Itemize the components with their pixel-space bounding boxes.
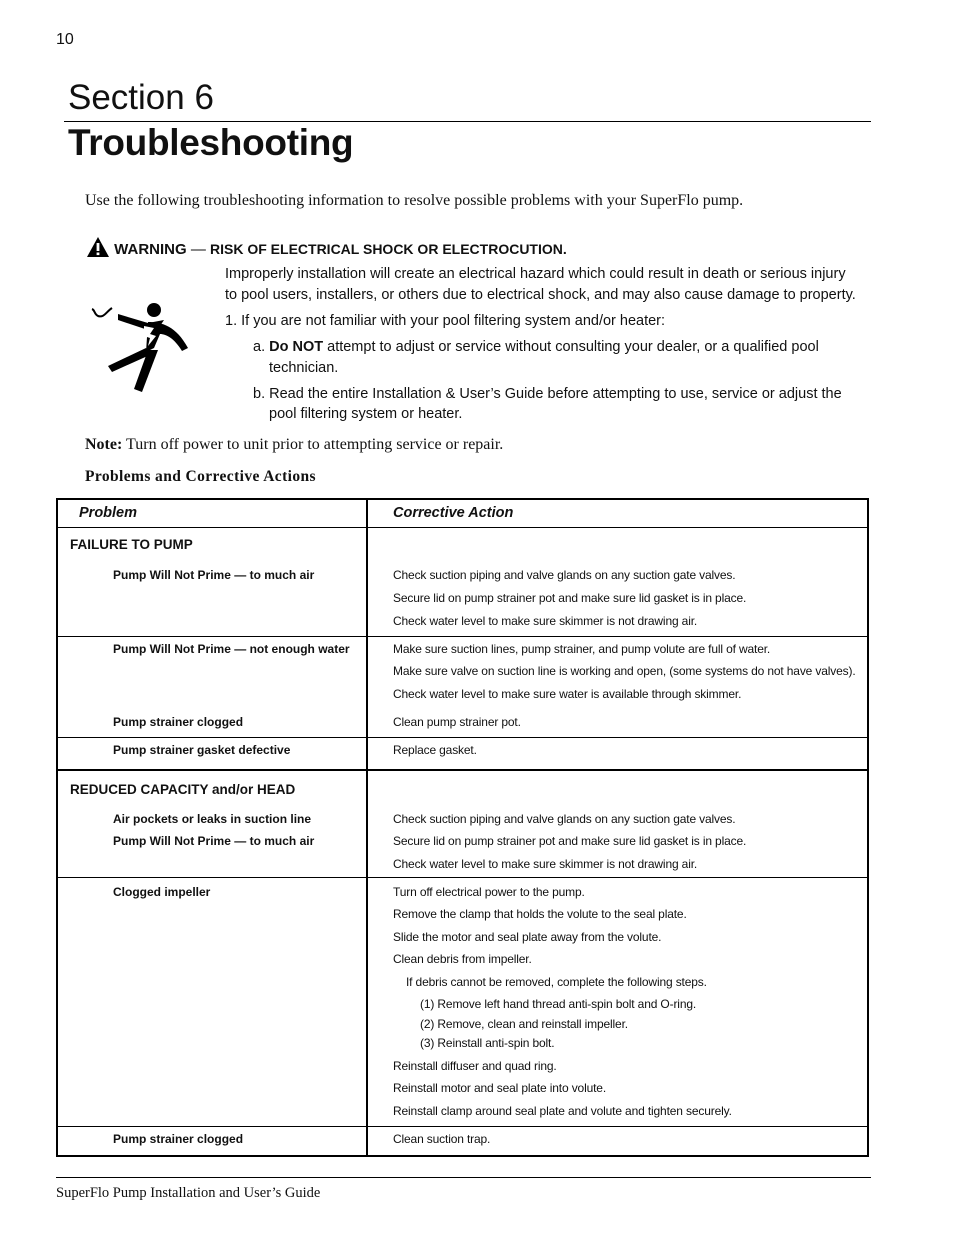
action-cell: Slide the motor and seal plate away from the volute.	[393, 930, 662, 944]
problem-cell: Pump strainer clogged	[113, 715, 244, 729]
action-cell: Check water level to make sure skimmer is not drawing air.	[393, 614, 698, 628]
warning-risk: RISK OF ELECTRICAL SHOCK OR ELECTROCUTION.	[210, 241, 567, 257]
page-title: Troubleshooting	[68, 122, 354, 163]
table-column-divider	[366, 498, 368, 1157]
header-divider	[56, 527, 869, 528]
row-divider	[56, 1126, 869, 1127]
warning-item-a-line-2: technician.	[269, 360, 339, 376]
action-cell: Check water level to make sure skimmer is not drawing air.	[393, 857, 698, 871]
row-divider	[56, 636, 869, 637]
page-number: 10	[56, 31, 74, 48]
action-step: (1) Remove left hand thread anti-spin bolt and O-ring.	[420, 997, 697, 1011]
action-cell: Check water level to make sure water is available through skimmer.	[393, 687, 742, 701]
action-step: (2) Remove, clean and reinstall impeller.	[420, 1017, 628, 1031]
problems-title: Problems and Corrective Actions	[85, 468, 316, 485]
warning-label: WARNING	[114, 241, 187, 258]
action-cell: Clean suction trap.	[393, 1132, 491, 1146]
warning-line-2: to pool users, installers, or others due to electrical shock, and may also cause damage to property.	[225, 287, 856, 303]
warning-line-1: Improperly installation will create an electrical hazard which could result in death or serious injury	[225, 266, 846, 282]
action-cell: Check suction piping and valve glands on any suction gate valves.	[393, 568, 736, 582]
header-problem: Problem	[79, 505, 138, 521]
action-cell: Make sure valve on suction line is working and open, (some systems do not have valves).	[393, 664, 856, 678]
electric-shock-icon	[88, 296, 198, 392]
problem-cell: Pump strainer gasket defective	[113, 743, 291, 757]
action-cell: Clean debris from impeller.	[393, 952, 532, 966]
problem-cell: Pump Will Not Prime — to much air	[113, 834, 315, 848]
intro-text: Use the following troubleshooting information to resolve possible problems with your SuperFlo pump.	[85, 192, 744, 209]
action-step: (3) Reinstall anti-spin bolt.	[420, 1036, 555, 1050]
note	[85, 436, 503, 454]
action-cell: Replace gasket.	[393, 743, 477, 757]
action-cell: Secure lid on pump strainer pot and make sure lid gasket is in place.	[393, 834, 747, 848]
group-reduced-capacity: REDUCED CAPACITY and/or HEAD	[70, 782, 296, 797]
header-action: Corrective Action	[393, 505, 514, 521]
warning-heading	[86, 236, 567, 258]
action-cell: Remove the clamp that holds the volute to the seal plate.	[393, 907, 687, 921]
footer-rule	[56, 1177, 871, 1178]
item-a-prefix: a.	[253, 339, 266, 355]
item-a-text: attempt to adjust or service without consulting your dealer, or a qualified pool	[327, 339, 819, 355]
footer-text: SuperFlo Pump Installation and User’s Guide	[56, 1185, 321, 1201]
action-cell: Clean pump strainer pot.	[393, 715, 521, 729]
action-cell: Turn off electrical power to the pump.	[393, 885, 585, 899]
action-cell: Reinstall clamp around seal plate and volute and tighten securely.	[393, 1104, 732, 1118]
note-text: Turn off power to unit prior to attempting service or repair.	[126, 436, 504, 453]
action-cell: Reinstall motor and seal plate into volute.	[393, 1081, 607, 1095]
problem-cell: Pump strainer clogged	[113, 1132, 244, 1146]
problem-cell: Air pockets or leaks in suction line	[113, 812, 312, 826]
item-a-bold: Do NOT	[269, 339, 324, 355]
warning-item-a	[253, 337, 819, 358]
warning-item-b: b. Read the entire Installation & User’s Guide before attempting to use, service or adjust the	[253, 386, 842, 402]
problem-cell: Pump Will Not Prime — to much air	[113, 568, 315, 582]
action-cell: If debris cannot be removed, complete the following steps.	[406, 975, 707, 989]
row-divider	[56, 877, 869, 878]
warning-triangle-icon	[86, 236, 110, 258]
group-divider	[56, 769, 869, 771]
action-cell: Make sure suction lines, pump strainer, and pump volute are full of water.	[393, 642, 771, 656]
warning-item-1: 1. If you are not familiar with your pool filtering system and/or heater:	[225, 313, 666, 329]
warning-dash: —	[190, 241, 206, 258]
section-label: Section 6	[68, 78, 214, 117]
action-cell: Check suction piping and valve glands on any suction gate valves.	[393, 812, 736, 826]
row-divider	[56, 737, 869, 738]
warning-item-b-line-2: pool filtering system or heater.	[269, 406, 463, 422]
action-cell: Secure lid on pump strainer pot and make sure lid gasket is in place.	[393, 591, 747, 605]
problem-cell: Clogged impeller	[113, 885, 211, 899]
note-label: Note:	[85, 436, 123, 453]
problem-cell: Pump Will Not Prime — not enough water	[113, 642, 350, 656]
action-cell: Reinstall diffuser and quad ring.	[393, 1059, 557, 1073]
group-failure-to-pump: FAILURE TO PUMP	[70, 537, 193, 552]
